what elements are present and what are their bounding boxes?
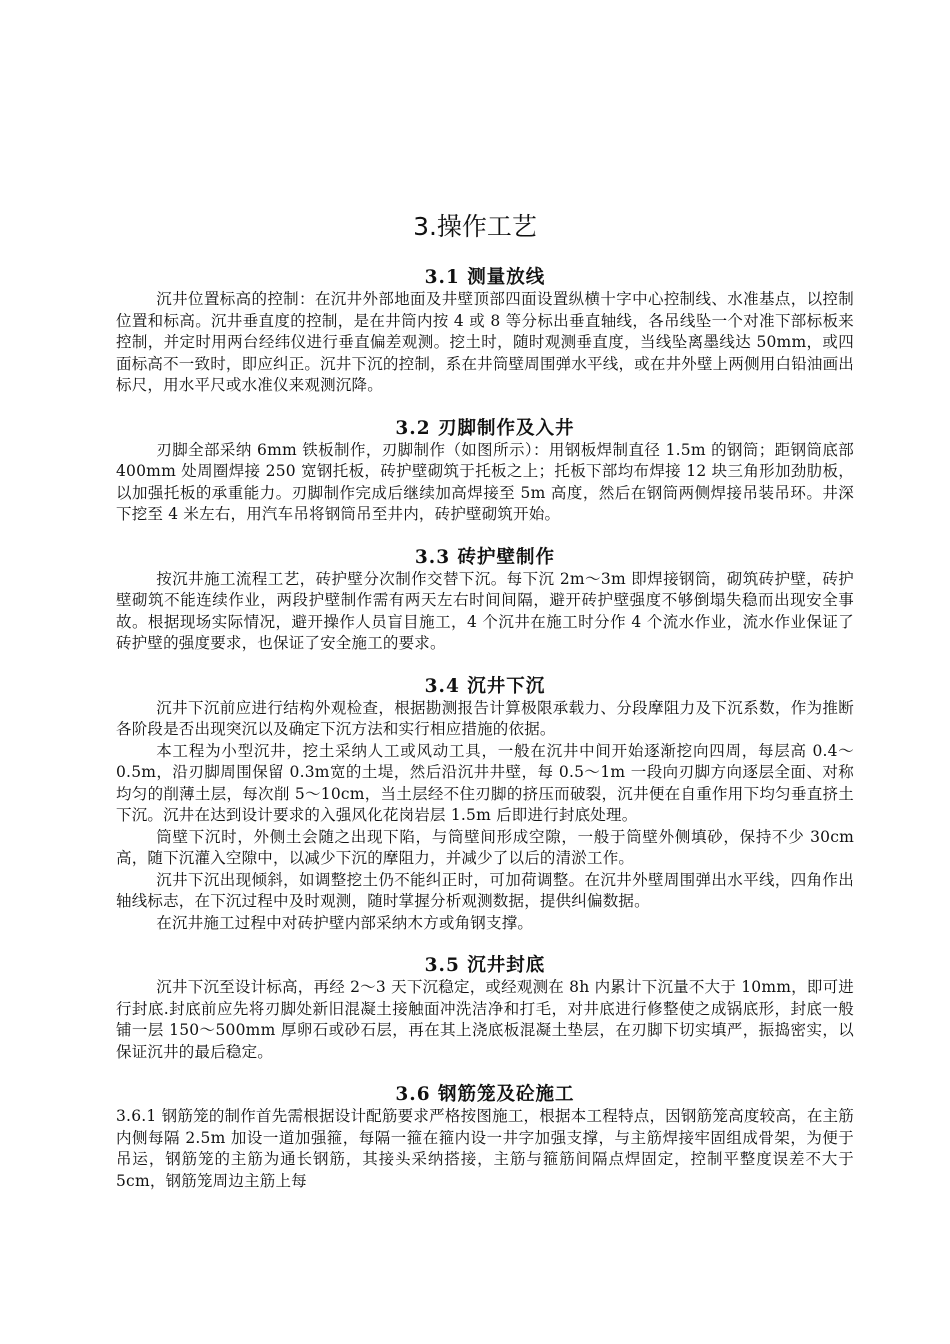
paragraph: 在沉井施工过程中对砖护壁内部采纳木方或角钢支撑。 <box>156 913 534 932</box>
paragraph: 沉井下沉前应进行结构外观检查，根据勘测报告计算极限承载力、分段摩阻力及下沉系数，作为推断各阶段是否出现突沉以及确定下沉方法和实行相应措施的依据。 <box>116 698 854 738</box>
paragraph: 按沉井施工流程工艺，砖护壁分次制作交替下沉。每下沉 2m～3m 即焊接钢筒，砌筑砖护壁，砖护壁砌筑不能连续作业，两段护壁制作需有两天左右时间间隔，避开砖护壁强度不够倒塌失稳而出现安全事故。根据现场实际情况，避开操作人员盲目施工，4 个沉井在施工时分作 4 个流水作业，流水作业保证了砖护壁的强度要求，也保证了安全施工的要求。 <box>116 569 854 652</box>
paragraph: 沉井下沉出现倾斜，如调整挖土仍不能纠正时，可加荷调整。在沉井外壁周围弹出水平线，四角作出轴线标志，在下沉过程中及时观测，随时掌握分析观测数据，提供纠偏数据。 <box>116 870 854 910</box>
section-heading: 3.4 沉井下沉 <box>424 675 546 697</box>
section-3-5 <box>116 954 854 1063</box>
section-heading: 3.5 沉井封底 <box>424 955 546 976</box>
document-body <box>116 266 854 1192</box>
paragraph: 沉井位置标高的控制：在沉井外部地面及井壁顶部四面设置纵横十字中心控制线、水准基点，以控制位置和标高。沉井垂直度的控制，是在井筒内按 4 或 8 等分标出垂直轴线，各吊线坠一个对准下部标板来控制，并定时用两台经纬仪进行垂直偏差观测。挖土时，随时观测垂直度，当线坠离墨线达 50mm，或四面标高不一致时，即应纠正。沉井下沉的控制，系在井筒壁周围弹水平线，或在井外壁上两侧用白铅油画出标尺，用水平尺或水准仪来观测沉降。 <box>116 290 854 394</box>
section-heading: 3.3 砖护壁制作 <box>414 546 556 568</box>
paragraph: 3.6.1 钢筋笼的制作首先需根据设计配筋要求严格按图施工，根据本工程特点，因钢筋笼高度较高，在主筋内侧每隔 2.5m 加设一道加强箍，每隔一箍在箍内设一井字加强支撑，与主筋焊接牢固组成骨架，为便于吊运，钢筋笼的主筋为通长钢筋，其接头采纳搭接，主筋与箍筋间隔点焊固定，控制平整度误差不大于 5cm，钢筋笼周边主筋上每 <box>116 1107 854 1190</box>
paragraph: 刃脚全部采纳 6mm 铁板制作，刃脚制作（如图所示）：用钢板焊制直径 1.5m 的钢筒；距钢筒底部 400mm 处周圈焊接 250 宽钢托板，砖护壁砌筑于托板之上；托板下部均布焊接 12 块三角形加劲肋板，以加强托板的承重能力。刃脚制作完成后继续加高焊接至 5m 高度，然后在钢筒两侧焊接吊装吊环。井深下挖至 4 米左右，用汽车吊将钢筒吊至井内，砖护壁砌筑开始。 <box>116 440 854 523</box>
section-heading: 3.2 刃脚制作及入井 <box>395 417 575 439</box>
section-heading: 3.1 测量放线 <box>424 267 546 288</box>
section-3-6 <box>116 1083 854 1192</box>
section-3-3 <box>116 546 854 655</box>
paragraph: 沉井下沉至设计标高，再经 2～3 天下沉稳定，或经观测在 8h 内累计下沉量不大于 10mm，即可进行封底.封底前应先将刃脚处新旧混凝土接触面冲洗洁净和打毛，对井底进行修整使之成锅底形，封底一般铺一层 150～500mm 厚卵石或砂石层，再在其上浇底板混凝土垫层，在刃脚下切实填严，振捣密实，以保证沉井的最后稳定。 <box>116 978 854 1061</box>
section-3-1 <box>116 266 854 397</box>
section-3-2 <box>116 417 854 526</box>
section-heading: 3.6 钢筋笼及砼施工 <box>395 1084 575 1105</box>
paragraph: 筒壁下沉时，外侧土会随之出现下陷，与筒壁间形成空隙，一般于筒壁外侧填砂，保持不少 30cm 高，随下沉灌入空隙中，以减少下沉的摩阻力，并减少了以后的清淤工作。 <box>116 827 854 867</box>
section-3-4 <box>116 675 854 935</box>
page-title: 3.操作工艺 <box>413 212 537 241</box>
paragraph: 本工程为小型沉井，挖土采纳人工或风动工具，一般在沉井中间开始逐渐挖向四周，每层高 0.4～0.5m，沿刃脚周围保留 0.3m宽的土堤，然后沿沉井井壁，每 0.5～1m 一段向刃脚方向逐层全面、对称均匀的削薄土层，每次削 5～10cm，当土层经不住刃脚的挤压而破裂，沉井便在自重作用下均匀垂直挤土下沉。沉井在达到设计要求的入强风化花岗岩层 1.5m 后即进行封底处理。 <box>116 741 854 824</box>
